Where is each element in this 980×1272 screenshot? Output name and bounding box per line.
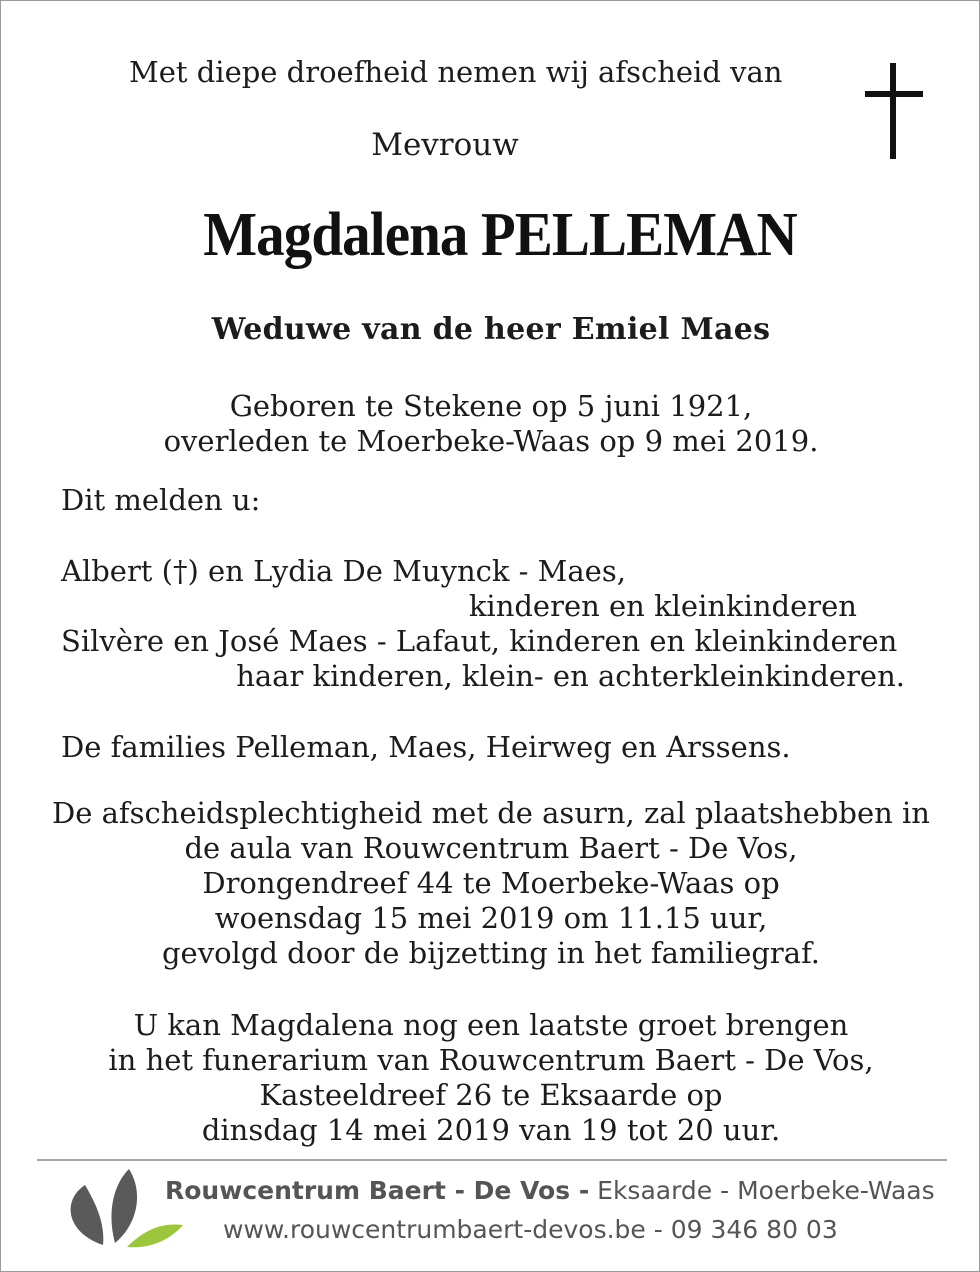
birth-text: Geboren te Stekene op 5 juni 1921, <box>229 389 753 423</box>
footer-divider <box>37 1159 947 1161</box>
mourners-heading: Dit melden u: <box>61 483 261 517</box>
visitation-line: Kasteeldreef 26 te Eksaarde op <box>259 1078 723 1112</box>
footer-website[interactable]: www.rouwcentrumbaert-devos.be <box>223 1215 646 1244</box>
death-text: overleden te Moerbeke-Waas op 9 mei 2019. <box>163 424 819 458</box>
footer-locations: Eksaarde - Moerbeke-Waas <box>597 1176 935 1205</box>
ceremony-line: de aula van Rouwcentrum Baert - De Vos, <box>184 831 798 865</box>
footer-separator: - <box>653 1215 663 1244</box>
visitation-line: U kan Magdalena nog een laatste groet brengen <box>133 1008 849 1042</box>
ceremony-line: Drongendreef 44 te Moerbeke-Waas op <box>202 866 780 900</box>
footer-brand-line <box>165 1176 935 1206</box>
deceased-name: Magdalena PELLEMAN <box>203 201 797 269</box>
footer-contact-line <box>223 1215 838 1245</box>
footer-phone: 09 346 80 03 <box>670 1215 838 1244</box>
footer-brand: Rouwcentrum Baert - De Vos - <box>165 1176 590 1205</box>
visitation-line: in het funerarium van Rouwcentrum Baert - De Vos, <box>108 1043 874 1077</box>
mourner-line: haar kinderen, klein- en achterkleinkinderen. <box>236 659 905 693</box>
ceremony-line: gevolgd door de bijzetting in het familiegraf. <box>161 936 821 970</box>
mourner-line: Silvère en José Maes - Lafaut, kinderen en kleinkinderen <box>61 624 898 658</box>
mourner-line: kinderen en kleinkinderen <box>468 589 857 623</box>
mourner-line: Albert (†) en Lydia De Muynck - Maes, <box>61 554 626 588</box>
visitation-line: dinsdag 14 mei 2019 van 19 tot 20 uur. <box>201 1113 781 1147</box>
ceremony-line: woensdag 15 mei 2019 om 11.15 uur, <box>214 901 768 935</box>
widow-of-text: Weduwe van de heer Emiel Maes <box>211 312 771 347</box>
ceremony-line: De afscheidsplechtigheid met de asurn, zal plaatshebben in <box>52 796 930 830</box>
salutation: Mevrouw <box>371 127 519 163</box>
intro-text: Met diepe droefheid nemen wij afscheid van <box>129 55 783 89</box>
families-text: De families Pelleman, Maes, Heirweg en Arssens. <box>61 730 791 764</box>
